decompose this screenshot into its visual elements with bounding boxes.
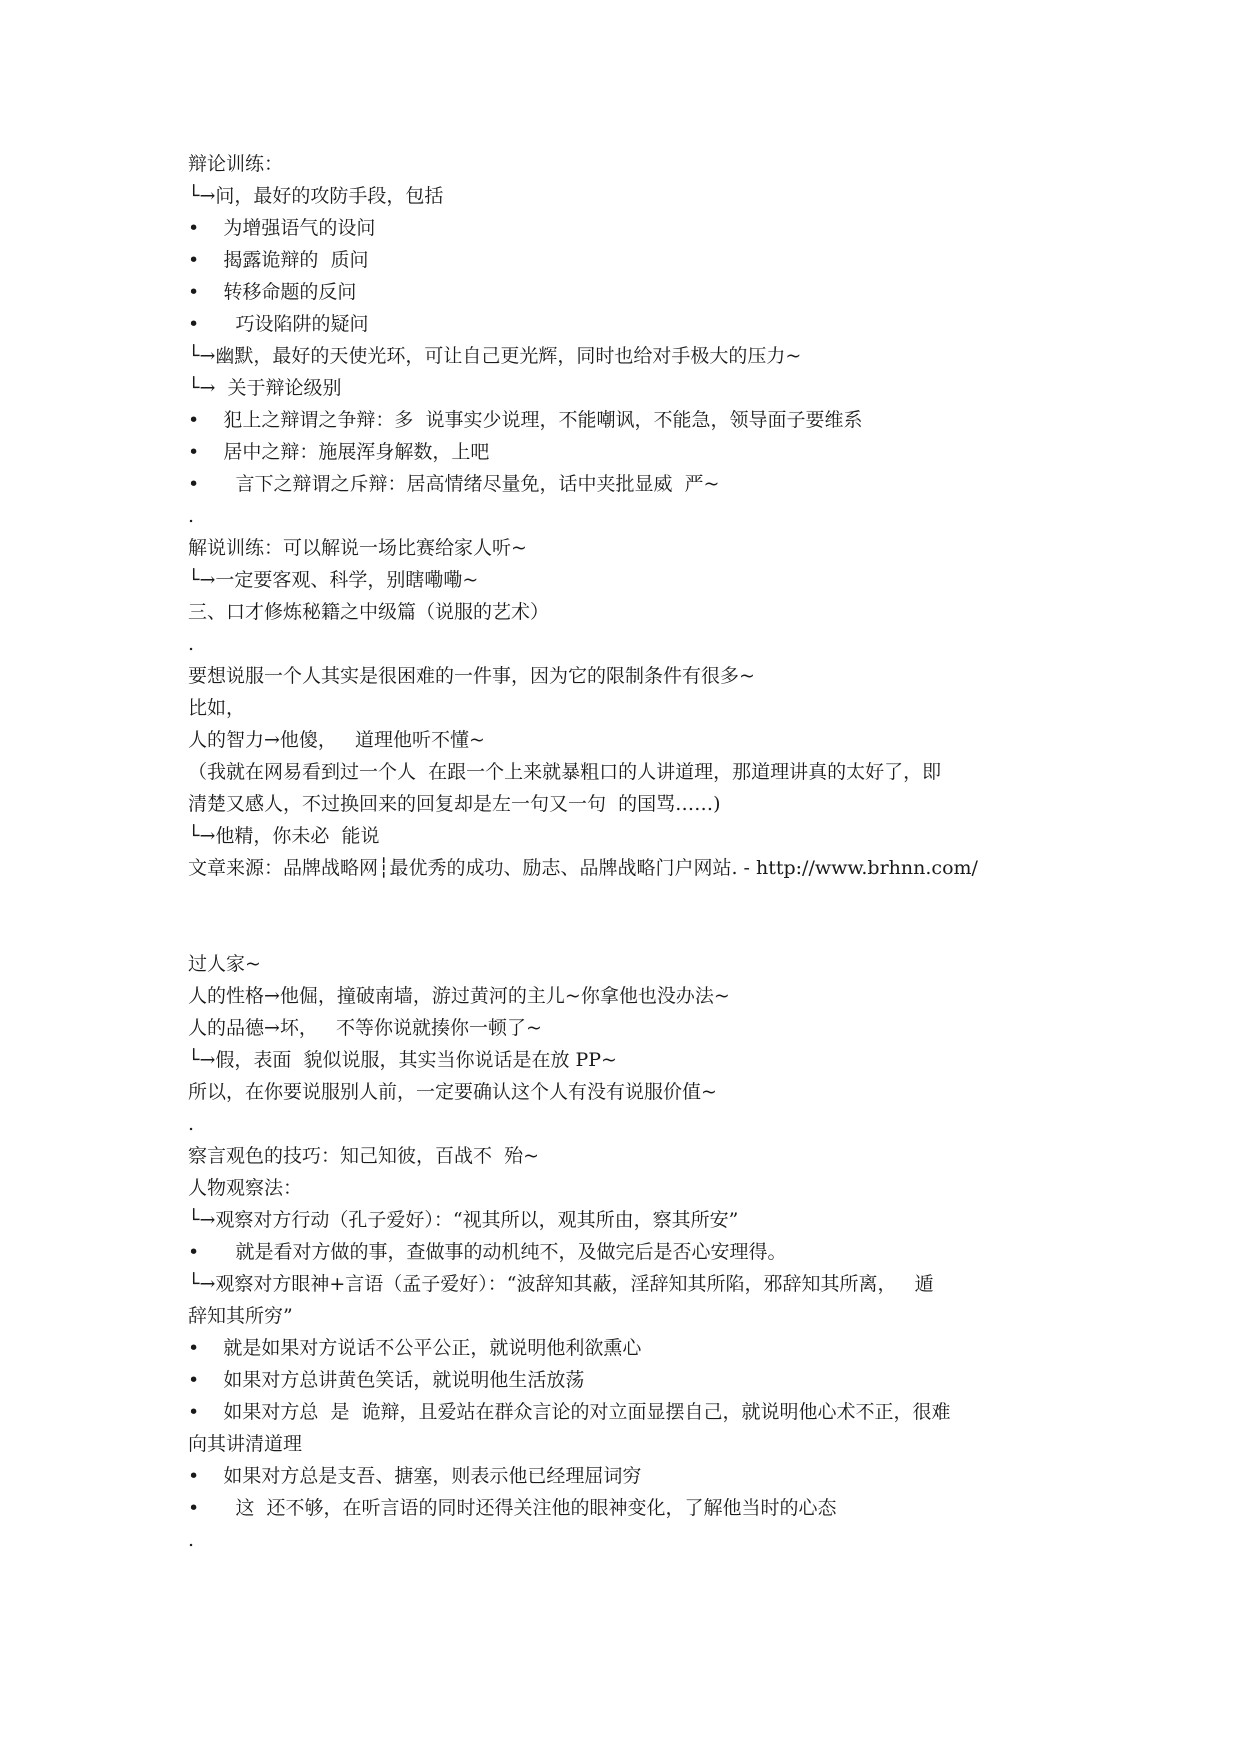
bullet-item: • 如果对方总是支吾、搪塞，则表示他已经理屈词穷 [188,1465,642,1487]
bullet-item: • 如果对方总讲黄色笑话，就说明他生活放荡 [188,1369,585,1391]
bullet-item: • 巧设陷阱的疑问 [188,313,369,335]
bullet-item: • 就是看对方做的事，查做事的动机纯不，及做完后是否心安理得。 [188,1241,787,1263]
section-heading: 三、口才修炼秘籍之中级篇（说服的艺术） [188,601,550,623]
text-block-2 [188,948,1068,1556]
document-page [188,148,1068,1556]
text-line: └→观察对方眼神+言语（孟子爱好）：“波辞知其蔽，淫辞知其所陷，邪辞知其所离， 遁 [188,1273,934,1295]
text-line: 清楚又感人，不过换回来的回复却是左一句又一句 的国骂……) [188,793,721,815]
text-line: 人的智力→他傻， 道理他听不懂~ [188,729,485,751]
text-line: 人的品德→坏， 不等你说就揍你一顿了~ [188,1017,542,1039]
text-line: 察言观色的技巧：知己知彼，百战不 殆~ [188,1145,540,1167]
text-line: └→幽默，最好的天使光环，可让自己更光辉，同时也给对手极大的压力~ [188,345,802,367]
text-line: 过人家~ [188,953,261,975]
text-line: 人的性格→他倔，撞破南墙，游过黄河的主儿~你拿他也没办法~ [188,985,730,1007]
text-line: 辞知其所穷” [188,1305,293,1327]
text-line: （我就在网易看到过一个人 在跟一个上来就暴粗口的人讲道理，那道理讲真的太好了，即 [188,761,942,783]
bullet-item: • 揭露诡辩的 质问 [188,249,369,271]
bullet-item: • 居中之辩：施展浑身解数，上吧 [188,441,490,463]
text-line: └→一定要客观、科学，别瞎嘞嘞~ [188,569,479,591]
separator-dot: . [188,1113,195,1135]
source-line: 文章来源：品牌战略网┆最优秀的成功、励志、品牌战略门户网站. - http://www.brhnn.com/ [188,857,978,879]
text-line: 解说训练：可以解说一场比赛给家人听~ [188,537,527,559]
text-line: 人物观察法： [188,1177,303,1199]
bullet-item: • 如果对方总 是 诡辩，且爱站在群众言论的对立面显摆自己，就说明他心术不正，很难 [188,1401,951,1423]
text-line: 所以，在你要说服别人前，一定要确认这个人有没有说服价值~ [188,1081,717,1103]
bullet-item: • 转移命题的反问 [188,281,357,303]
text-line: 比如， [188,697,246,719]
bullet-item: • 这 还不够，在听言语的同时还得关注他的眼神变化，了解他当时的心态 [188,1497,837,1519]
bullet-item: • 就是如果对方说话不公平公正，就说明他利欲熏心 [188,1337,642,1359]
text-line: 辩论训练： [188,153,284,175]
text-line: └→假，表面 貌似说服，其实当你说话是在放 PP~ [188,1049,617,1071]
separator-dot: . [188,633,195,655]
bullet-item: • 犯上之辩谓之争辩：多 说事实少说理，不能嘲讽，不能急，领导面子要维系 [188,409,863,431]
text-line: └→问，最好的攻防手段，包括 [188,185,444,207]
text-line: 要想说服一个人其实是很困难的一件事，因为它的限制条件有很多~ [188,665,755,687]
separator-dot: . [188,505,195,527]
text-line: 向其讲清道理 [188,1433,303,1455]
bullet-item: • 为增强语气的设问 [188,217,376,239]
text-block-1 [188,148,1068,884]
text-line: └→他精，你未必 能说 [188,825,380,847]
bullet-item: • 言下之辩谓之斥辩：居高情绪尽量免，话中夹批显威 严~ [188,473,720,495]
text-line: └→ 关于辩论级别 [188,377,342,399]
text-line: └→观察对方行动（孔子爱好）：“视其所以，观其所由，察其所安” [188,1209,739,1231]
spacer [188,884,1068,948]
separator-dot: . [188,1529,195,1551]
